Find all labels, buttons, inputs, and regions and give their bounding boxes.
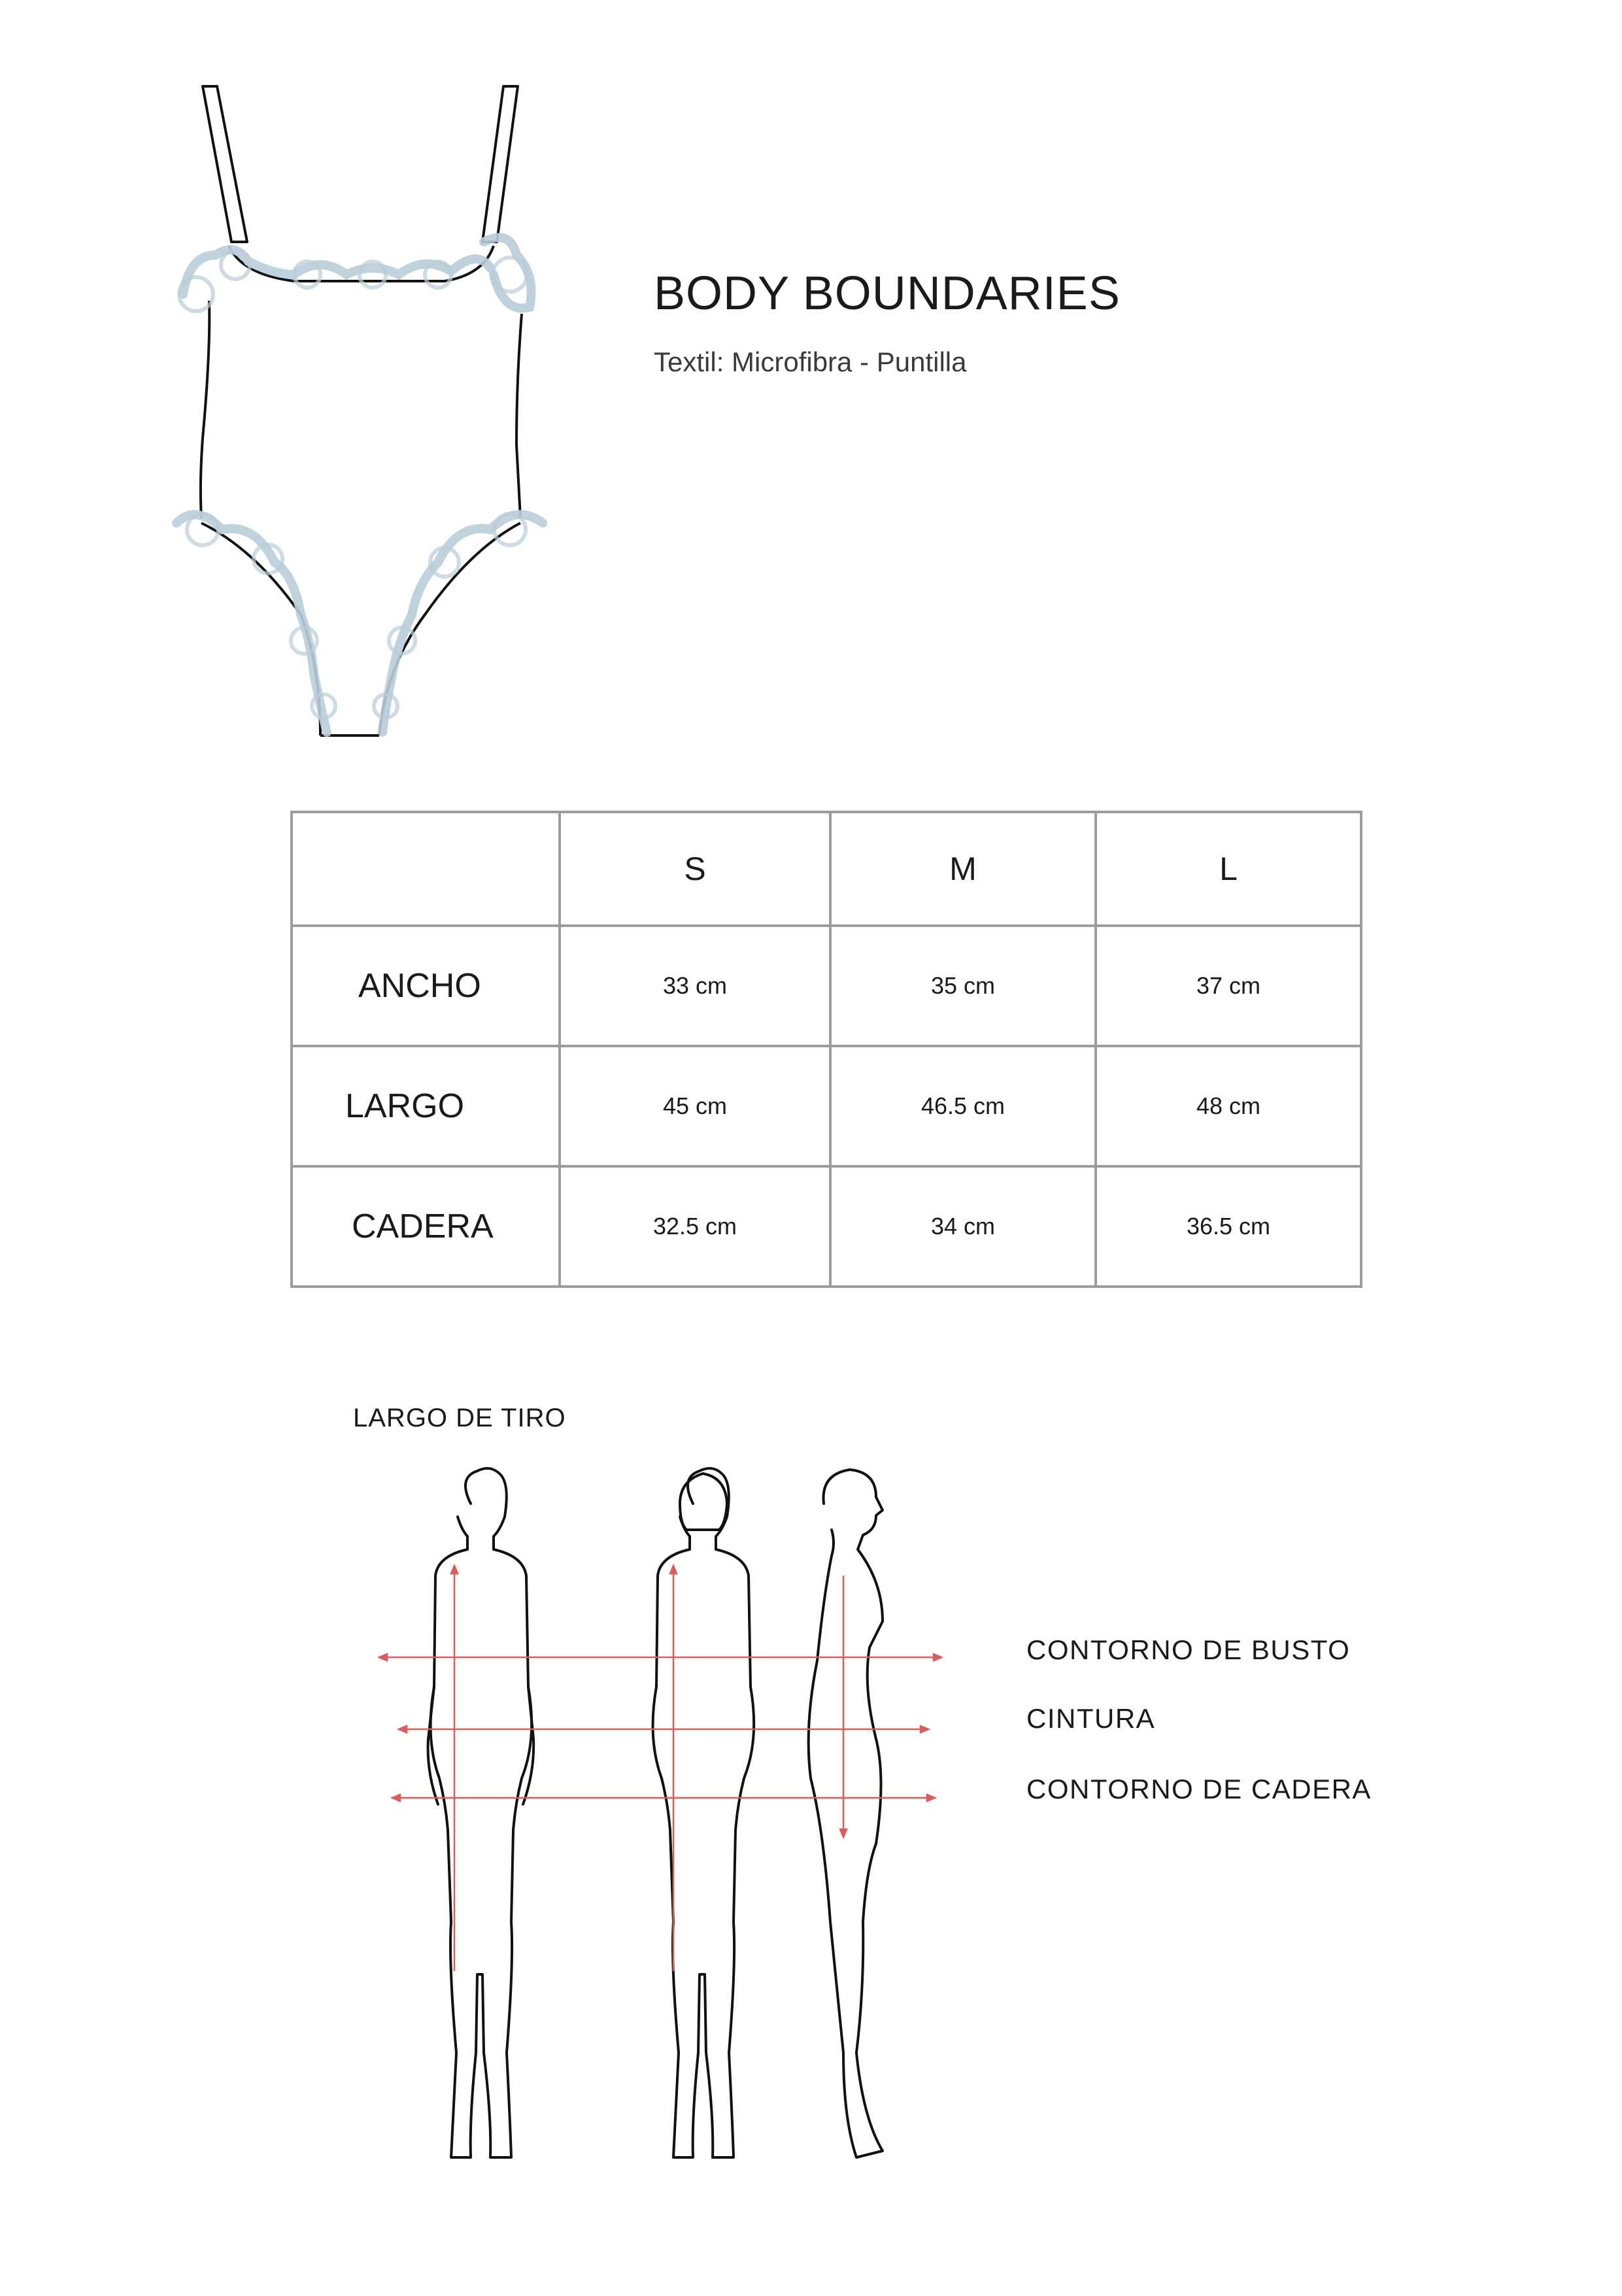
size-table xyxy=(290,811,1362,1288)
bodysuit-illustration xyxy=(163,78,569,758)
row-label-ancho: ANCHO xyxy=(292,926,560,1046)
value-cell: 48 cm xyxy=(1096,1046,1361,1166)
side-figure xyxy=(809,1470,883,2157)
value-cell: 33 cm xyxy=(560,926,830,1046)
value-cell: 45 cm xyxy=(560,1046,830,1166)
row-label-cadera: CADERA xyxy=(292,1166,560,1287)
value-cell: 46.5 cm xyxy=(830,1046,1096,1166)
size-m: M xyxy=(830,812,1096,926)
hip-measure-label: CONTORNO DE CADERA xyxy=(1026,1774,1372,1804)
table-row xyxy=(292,1046,1361,1166)
textile-description: Textil: Microfibra - Puntilla xyxy=(654,346,967,377)
value-cell: 36.5 cm xyxy=(1096,1166,1361,1287)
size-header-row xyxy=(292,812,1361,926)
row-label-largo: LARGO xyxy=(292,1046,560,1166)
product-title: BODY BOUNDARIES xyxy=(654,267,1121,320)
size-s: S xyxy=(560,812,830,926)
value-cell: 35 cm xyxy=(830,926,1096,1046)
table-row xyxy=(292,1166,1361,1287)
bust-measure-label: CONTORNO DE BUSTO xyxy=(1026,1634,1351,1665)
crotch-length-label: LARGO DE TIRO xyxy=(353,1404,566,1432)
front-figure xyxy=(428,1468,534,2157)
back-figure xyxy=(653,1468,754,2157)
size-l: L xyxy=(1096,812,1361,926)
value-cell: 32.5 cm xyxy=(560,1166,830,1287)
value-cell: 34 cm xyxy=(830,1166,1096,1287)
value-cell: 37 cm xyxy=(1096,926,1361,1046)
body-measurement-figures xyxy=(366,1464,955,2170)
waist-measure-label: CINTURA xyxy=(1026,1703,1156,1734)
corner-cell xyxy=(292,812,560,926)
table-row xyxy=(292,926,1361,1046)
